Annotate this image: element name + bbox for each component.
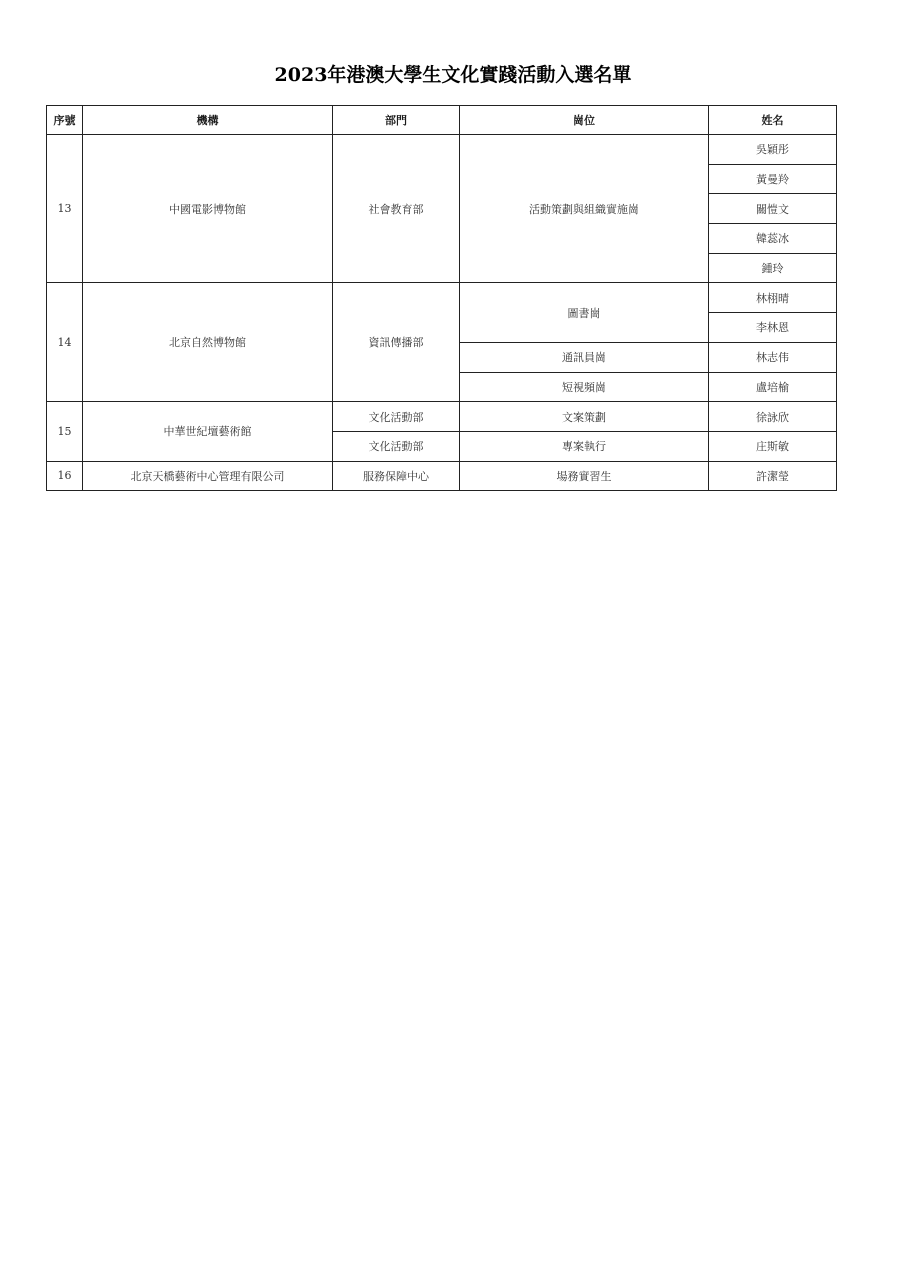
seq-cell: 16 bbox=[47, 461, 83, 491]
table-row bbox=[47, 283, 837, 313]
department-cell: 服務保障中心 bbox=[333, 461, 460, 491]
header-name: 姓名 bbox=[709, 106, 837, 135]
table-header-row bbox=[47, 106, 837, 135]
name-cell: 關愷文 bbox=[709, 194, 837, 224]
name-cell: 林栩晴 bbox=[709, 283, 837, 313]
seq-cell: 14 bbox=[47, 283, 83, 402]
post-cell: 專案執行 bbox=[460, 431, 709, 461]
department-cell: 文化活動部 bbox=[333, 431, 460, 461]
table-row bbox=[47, 461, 837, 491]
name-cell: 韓蕊冰 bbox=[709, 224, 837, 254]
header-organization: 機構 bbox=[83, 106, 333, 135]
header-department: 部門 bbox=[333, 106, 460, 135]
name-cell: 庄斯敏 bbox=[709, 431, 837, 461]
document-title: 2023年港澳大學生文化實踐活動入選名單 bbox=[274, 64, 632, 86]
name-cell: 吳穎彤 bbox=[709, 135, 837, 165]
post-cell: 活動策劃與組織實施崗 bbox=[460, 135, 709, 283]
post-cell: 場務實習生 bbox=[460, 461, 709, 491]
header-seq: 序號 bbox=[47, 106, 83, 135]
name-cell: 鍾玲 bbox=[709, 253, 837, 283]
name-cell: 許潔瑩 bbox=[709, 461, 837, 491]
seq-cell: 13 bbox=[47, 135, 83, 283]
selection-roster-table bbox=[46, 105, 837, 491]
table-row bbox=[47, 135, 837, 165]
organization-cell: 中國電影博物館 bbox=[83, 135, 333, 283]
organization-cell: 北京天橋藝術中心管理有限公司 bbox=[83, 461, 333, 491]
name-cell: 盧培榆 bbox=[709, 372, 837, 402]
department-cell: 文化活動部 bbox=[333, 402, 460, 432]
name-cell: 李林恩 bbox=[709, 313, 837, 343]
organization-cell: 中華世紀壇藝術館 bbox=[83, 402, 333, 461]
department-cell: 資訊傳播部 bbox=[333, 283, 460, 402]
header-post: 崗位 bbox=[460, 106, 709, 135]
name-cell: 黃曼羚 bbox=[709, 164, 837, 194]
department-cell: 社會教育部 bbox=[333, 135, 460, 283]
post-cell: 短視頻崗 bbox=[460, 372, 709, 402]
seq-cell: 15 bbox=[47, 402, 83, 461]
post-cell: 通訊員崗 bbox=[460, 342, 709, 372]
post-cell: 文案策劃 bbox=[460, 402, 709, 432]
name-cell: 徐詠欣 bbox=[709, 402, 837, 432]
table-row bbox=[47, 402, 837, 432]
organization-cell: 北京自然博物館 bbox=[83, 283, 333, 402]
post-cell: 圖書崗 bbox=[460, 283, 709, 342]
name-cell: 林志伟 bbox=[709, 342, 837, 372]
